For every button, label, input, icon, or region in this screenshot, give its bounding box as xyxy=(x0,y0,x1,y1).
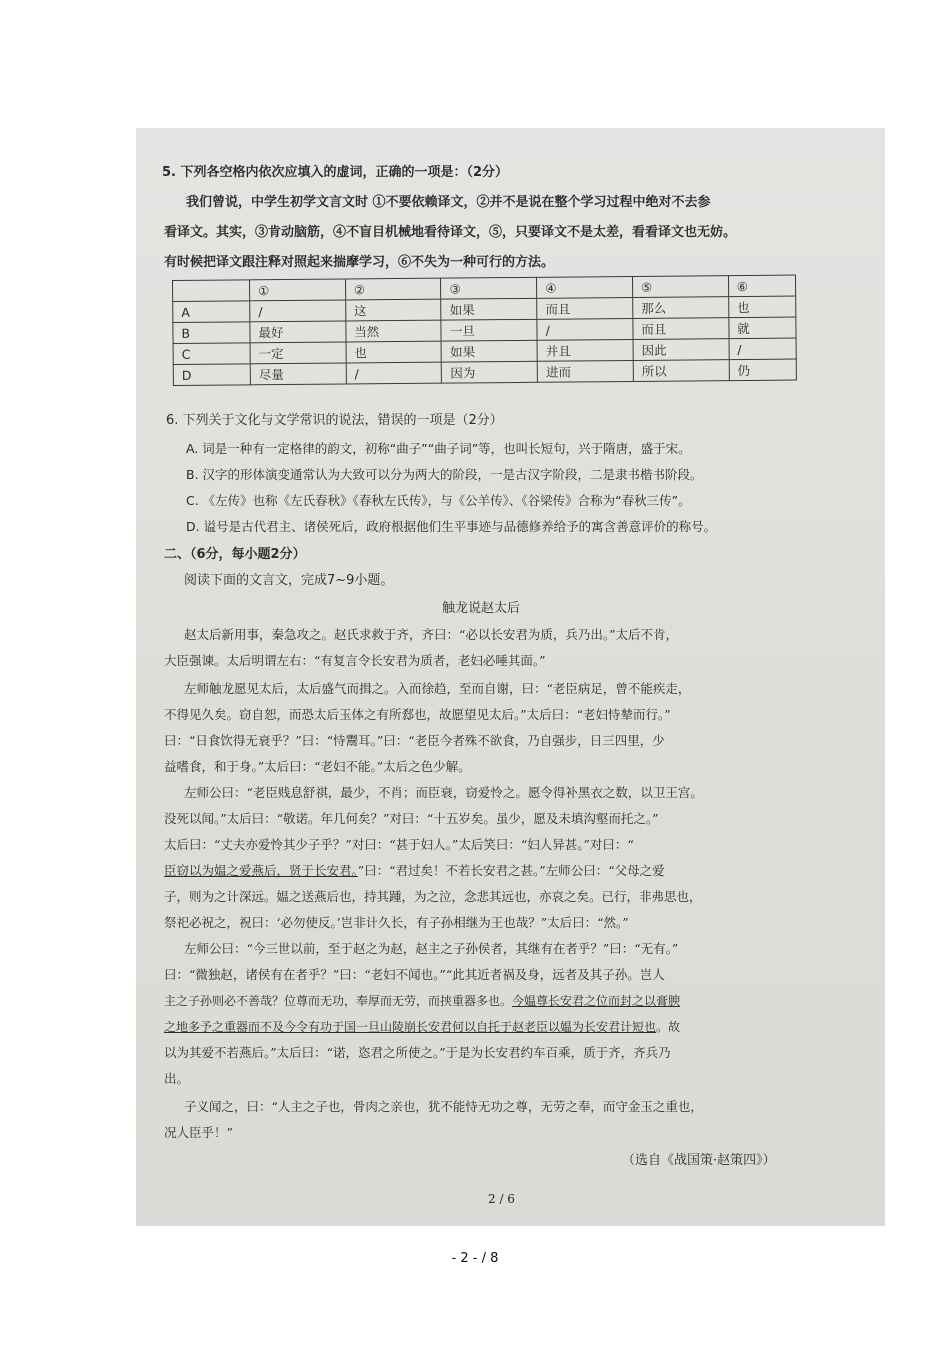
passage-line: 子，则为之计深远。媪之送燕后也，持其踵，为之泣，念悲其远也，亦哀之矣。已行，非弗思也， xyxy=(164,889,702,904)
table-cell: 因此 xyxy=(633,339,729,361)
table-cell: 也 xyxy=(728,296,796,318)
table-cell: 一定 xyxy=(250,342,346,364)
passage-line: 左师公曰：“老臣贱息舒祺，最少，不肖；而臣衰，窃爱怜之。愿令得补黑衣之数，以卫王宫。 xyxy=(184,785,703,800)
underlined-sentence: 臣窃以为媪之爱燕后，贤于长安君。 xyxy=(164,863,358,878)
passage-source: （选自《战国策·赵策四》） xyxy=(622,1153,776,1168)
passage-line: 不得见久矣。窃自恕，而恐太后玉体之有所郄也，故愿望见太后。”太后曰：“老妇恃辇而行。” xyxy=(164,707,671,722)
table-cell: / xyxy=(729,338,797,360)
table-row xyxy=(173,359,796,385)
table-cell: 一旦 xyxy=(441,319,537,341)
passage-line: 没死以闻。”太后曰：“敬诺。年几何矣？”对曰：“十五岁矣。虽少，愿及未填沟壑而托之。” xyxy=(164,811,659,826)
table-cell: 如果 xyxy=(442,340,538,362)
q6-title: 6. 下列关于文化与文学常识的说法，错误的一项是（2分） xyxy=(166,413,503,428)
scanned-page-photo xyxy=(136,128,885,1226)
passage-line: 况人臣乎！” xyxy=(164,1125,233,1140)
passage-text: 主之子孙则必不善哉？位尊而无功，奉厚而无劳，而挟重器多也。 xyxy=(164,994,513,1008)
passage-line: 祭祀必祝之，祝曰：‘必勿使反。’岂非计久长，有子孙相继为王也哉？”太后曰：“然。” xyxy=(164,915,629,930)
underlined-sentence: 今媪尊长安君之位而封之以膏腴 xyxy=(512,994,681,1008)
table-cell: ④ xyxy=(537,276,633,298)
table-cell: 进而 xyxy=(537,360,633,382)
q5-para-line-3: 有时候把译文跟注释对照起来揣摩学习，⑥不失为一种可行的方法。 xyxy=(164,255,555,270)
table-cell: / xyxy=(537,318,633,340)
q6-option-b: B. 汉字的形体演变通常认为大致可以分为两大的阶段，一是古汉字阶段，二是隶书楷书阶段。 xyxy=(186,467,703,482)
table-cell xyxy=(173,280,250,302)
passage-line: 大臣强谏。太后明谓左右：“有复言令长安君为质者，老妇必唾其面。” xyxy=(164,653,546,668)
q5-para-line-2: 看译文。其实，③肯动脑筋，④不盲目机械地看待译文，⑤，只要译文不是太差，看看译文也无妨。 xyxy=(164,225,737,240)
table-cell: C xyxy=(173,343,250,365)
table-cell: ① xyxy=(250,279,346,301)
passage-line: 出。 xyxy=(164,1071,190,1086)
table-cell: 那么 xyxy=(633,297,729,319)
underlined-sentence: 之地多予之重器而不及今令有功于国一旦山陵崩长安君何以自托于赵老臣以媪为长安君计短也 xyxy=(164,1020,657,1034)
table-cell: 就 xyxy=(729,317,797,339)
q6-option-a: A. 词是一种有一定格律的韵文，初称“曲子”“曲子词”等，也叫长短句，兴于隋唐，盛于宋。 xyxy=(186,441,691,456)
table-cell: ② xyxy=(345,278,441,300)
table-cell: 也 xyxy=(346,341,442,363)
passage-line: 以为其爱不若燕后。”太后曰：“诺，恣君之所使之。”于是为长安君约车百乘，质于齐，齐兵乃 xyxy=(164,1045,671,1060)
table-cell: 仍 xyxy=(729,359,797,381)
table-cell: / xyxy=(346,362,442,384)
page-footer: - 2 - / 8 xyxy=(451,1251,499,1266)
q6-option-c: C. 《左传》也称《左氏春秋》《春秋左氏传》，与《公羊传》、《谷梁传》合称为“春秋三传”。 xyxy=(186,493,691,508)
table-cell: 而且 xyxy=(537,297,633,319)
table-cell: 并且 xyxy=(537,339,633,361)
table-cell: / xyxy=(250,300,346,322)
passage-line: 左师公曰：“今三世以前，至于赵之为赵，赵主之子孙侯者，其继有在者乎？”曰：“无有。” xyxy=(184,941,679,956)
inner-page-number: 2 / 6 xyxy=(488,1192,515,1206)
passage-text: 。故 xyxy=(656,1020,681,1034)
passage-line: 益嗜食，和于身。”太后曰：“老妇不能。”太后之色少解。 xyxy=(164,759,471,774)
table-cell: D xyxy=(173,364,250,386)
table-cell: 最好 xyxy=(250,321,346,343)
table-cell: 当然 xyxy=(346,320,442,342)
passage-line: 左师触龙愿见太后，太后盛气而揖之。入而徐趋，至而自谢，曰：“老臣病足，曾不能疾走， xyxy=(184,681,691,696)
section-2-intro: 阅读下面的文言文，完成7~9小题。 xyxy=(184,573,394,588)
passage-title: 触龙说赵太后 xyxy=(442,601,521,616)
table-cell: 这 xyxy=(345,299,441,321)
section-2-title: 二、（6分，每小题2分） xyxy=(164,547,306,562)
table-cell: 尽量 xyxy=(250,363,346,385)
q5-options-table xyxy=(172,275,797,386)
table-cell: 而且 xyxy=(633,318,729,340)
q5-title: 5. 下列各空格内依次应填入的虚词，正确的一项是：（2分） xyxy=(162,165,509,180)
passage-line: 赵太后新用事，秦急攻之。赵氏求救于齐，齐曰：“必以长安君为质，兵乃出。”太后不肯， xyxy=(184,627,679,642)
passage-line xyxy=(164,1018,680,1036)
passage-line: 子义闻之，曰：“人主之子也，骨肉之亲也，犹不能恃无功之尊，无劳之奉，而守金玉之重也， xyxy=(184,1099,703,1114)
table-cell: 所以 xyxy=(633,360,729,382)
passage-line: 太后曰：“丈夫亦爱怜其少子乎？”对曰：“甚于妇人。”太后笑曰：“妇人异甚。”对曰：“ xyxy=(164,837,634,852)
table-cell: ⑥ xyxy=(728,275,796,297)
table-cell: B xyxy=(173,322,250,344)
q5-para-line-1: 我们曾说，中学生初学文言文时 ①不要依赖译文，②并不是说在整个学习过程中绝对不去参 xyxy=(186,195,711,210)
table-cell: 因为 xyxy=(442,361,538,383)
table-cell: ③ xyxy=(441,277,537,299)
table-cell: A xyxy=(173,301,250,323)
q6-option-d: D. 谥号是古代君主、诸侯死后，政府根据他们生平事迹与品德修养给予的寓含善意评价的称号。 xyxy=(186,519,717,534)
passage-line xyxy=(164,992,680,1010)
passage-text: ”曰：“君过矣！不若长安君之甚。”左师公曰：“父母之爱 xyxy=(357,863,665,878)
passage-line: 曰：“微独赵，诸侯有在者乎？”曰：“老妇不闻也。”“此其近者祸及身，远者及其子孙。岂人 xyxy=(164,967,665,982)
passage-line: 曰：“日食饮得无衰乎？”曰：“恃鬻耳。”曰：“老臣今者殊不欲食，乃自强步，日三四里，少 xyxy=(164,733,665,748)
table-cell: ⑤ xyxy=(632,276,728,298)
table-cell: 如果 xyxy=(441,298,537,320)
passage-line xyxy=(164,862,665,880)
